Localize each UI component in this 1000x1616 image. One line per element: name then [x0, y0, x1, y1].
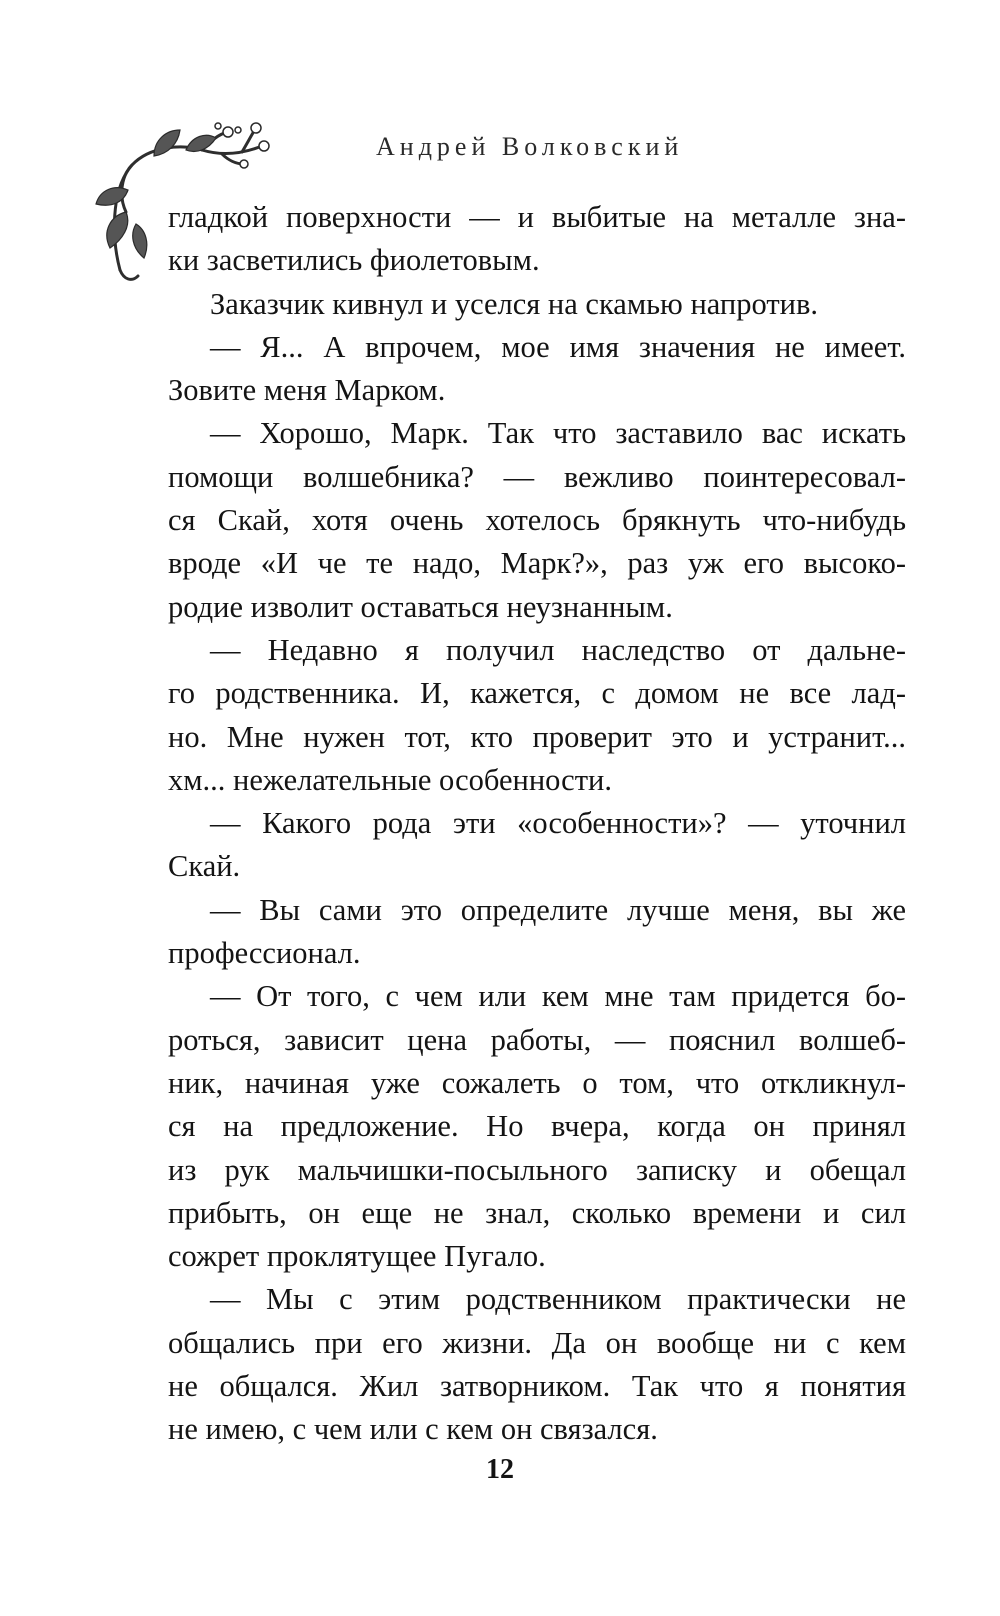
running-head: Андрей Волковский	[376, 132, 684, 161]
text-line: сожрет проклятущее Пугало.	[168, 1239, 546, 1274]
text-line: ся на предложение. Но вчера, когда он принял	[168, 1109, 906, 1144]
text-line: — Мы с этим родственником практически не	[210, 1282, 906, 1317]
text-line: хм... нежелательные особенности.	[168, 762, 612, 797]
text-line: вроде «И че те надо, Марк?», раз уж его высоко-	[168, 546, 906, 581]
text-line: Зовите меня Марком.	[168, 373, 446, 408]
body-text	[168, 196, 906, 1452]
text-line: но. Мне нужен тот, кто проверит это и устранит...	[168, 719, 906, 754]
text-line: — Я... А впрочем, мое имя значения не имеет.	[210, 329, 906, 364]
text-line: — Вы сами это определите лучше меня, вы же	[210, 892, 906, 927]
text-line: го родственника. И, кажется, с домом не все лад-	[168, 676, 906, 711]
text-line: — Хорошо, Марк. Так что заставило вас искать	[210, 416, 906, 451]
text-line: общались при его жизни. Да он вообще ни с кем	[168, 1325, 906, 1360]
text-line: — От того, с чем или кем мне там придется бо-	[210, 979, 906, 1014]
text-line: роться, зависит цена работы, — пояснил волшеб-	[168, 1022, 906, 1057]
text-line: помощи волшебника? — вежливо поинтересовал-	[168, 459, 906, 494]
text-line: ник, начиная уже сожалеть о том, что откликнул-	[168, 1065, 906, 1100]
text-line: Заказчик кивнул и уселся на скамью напротив.	[210, 286, 819, 321]
text-line: не общался. Жил затворником. Так что я понятия	[168, 1369, 906, 1404]
text-line: — Какого рода эти «особенности»? — уточнил	[210, 806, 906, 841]
text-line: из рук мальчишки-посыльного записку и обещал	[168, 1152, 906, 1187]
text-line: ся Скай, хотя очень хотелось брякнуть что-нибудь	[168, 503, 906, 538]
text-line: ки засветились фиолетовым.	[168, 243, 540, 278]
text-line: не имею, с чем или с кем он связался.	[168, 1412, 658, 1447]
text-line: родие изволит оставаться неузнанным.	[168, 589, 673, 624]
page-number: 12	[486, 1454, 514, 1485]
text-line: прибыть, он еще не знал, сколько времени и сил	[168, 1195, 906, 1230]
text-line: профессионал.	[168, 936, 361, 971]
text-line: гладкой поверхности — и выбитые на металле зна-	[168, 200, 906, 234]
text-line: Скай.	[168, 849, 241, 884]
text-line: — Недавно я получил наследство от дальне-	[210, 632, 906, 667]
